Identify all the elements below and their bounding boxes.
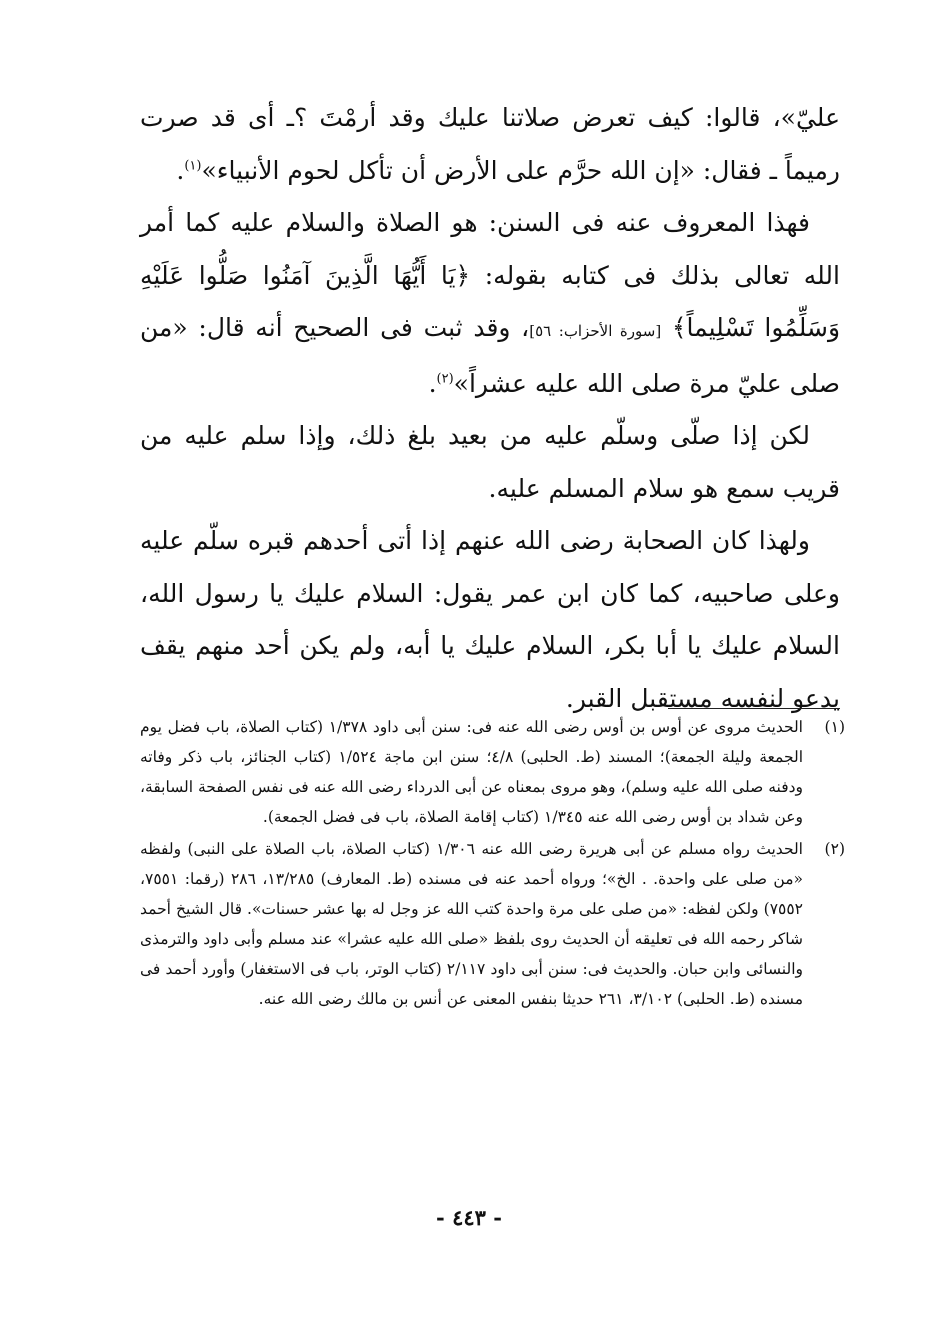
page-number: - ٤٤٣ - (436, 1205, 502, 1230)
footnote-1 (140, 712, 845, 832)
footnote-1-text: الحديث مروى عن أوس بن أوس رضى الله عنه فى: سنن أبى داود ١/٣٧٨ (كتاب الصلاة، باب فضل يوم الجمعة وليلة الجمعة)؛ المسند (ط. الحلبى) ٤/٨؛ سنن ابن ماجة ١/٥٢٤ (كتاب الجنائز، باب ذكر وفاته ودفنه صلى الله عليه وسلم)، وهو مروى بمعناه عن أبى الدرداء رضى الله عنه فى نفس الصفحة السابقة، وعن شداد بن أوس رضى الله عنه ١/٣٤٥ (كتاب إقامة الصلاة، باب فى فضل الجمعة). (140, 718, 804, 826)
footnote-2 (140, 834, 845, 1014)
quran-citation: [سورة الأحزاب: ٥٦] (529, 322, 662, 340)
paragraph-2-end: . (428, 368, 437, 398)
footnote-2-number: (٢) (824, 840, 845, 858)
footnotes-block (140, 712, 845, 1014)
paragraph-2 (140, 197, 840, 410)
footnote-ref-2: (٢) (436, 371, 454, 387)
footnote-2-text: الحديث رواه مسلم عن أبى هريرة رضى الله عنه ١/٣٠٦ (كتاب الصلاة، باب الصلاة على النبى) ولفظه «من صلى على واحدة. . الخ»؛ ورواه أحمد عنه فى مسنده (ط. المعارف) ١٣/٢٨٥، ٢٨٦ (رقما: ٧٥٥١، ٧٥٥٢) ولكن لفظه: «من صلى على مرة واحدة كتب الله عز وجل له بها عشر حسنات». قال الشيخ أحمد شاكر رحمه الله فى تعليقه أن الحديث روى بلفظ «صلى الله عليه عشرا» عند مسلم وأبى داود والترمذى والنسائى وابن حبان. والحديث فى: سنن أبى داود ٢/١١٧ (كتاب الوتر، باب فى الاستغفار) وأورد أحمد فى مسنده (ط. الحلبى) ٣/١٠٢، ٢٦١ حديثا بنفس المعنى عن أنس بن مالك رضى الله عنه. (140, 840, 804, 1008)
paragraph-3: لكن إذا صلّى وسلّم عليه من بعيد بلغ ذلك، وإذا سلم عليه من قريب سمع هو سلام المسلم عليه. (140, 421, 840, 503)
footnote-ref-1: (١) (184, 158, 202, 174)
paragraph-2-text-a: فهذا المعروف عنه فى السنن: هو الصلاة والسلام عليه كما أمر الله تعالى بذلك فى كتابه بقوله: ﴿يَا أَيُّهَا الَّذِينَ آمَنُوا صَلُّوا عَلَيْهِ وَسَلِّمُوا تَسْلِيماً﴾ (140, 208, 841, 342)
paragraph-1 (140, 92, 840, 197)
paragraph-2-text-b: ، وقد ثبت فى الصحيح أنه قال: «من صلى عليّ مرة صلى الله عليه عشراً» (140, 313, 840, 398)
paragraph-1-text: عليّ»، قالوا: كيف تعرض صلاتنا عليك وقد أرمْتَ ؟ـ أى قد صرت رميماً ـ فقال: «إن الله حرَّم على الأرض أن تأكل لحوم الأنبياء» (140, 103, 840, 185)
footnote-1-number: (١) (824, 718, 845, 736)
footnote-divider (668, 708, 840, 709)
paragraph-1-end: . (176, 155, 185, 185)
main-text-block (140, 92, 840, 725)
paragraph-4: ولهذا كان الصحابة رضى الله عنهم إذا أتى أحدهم قبره سلّم عليه وعلى صاحبيه، كما كان ابن عمر يقول: السلام عليك يا رسول الله، السلام عليك يا أبا بكر، السلام عليك يا أبه، ولم يكن أحد منهم يقف يدعو لنفسه مستقبل القبر. (140, 526, 840, 713)
